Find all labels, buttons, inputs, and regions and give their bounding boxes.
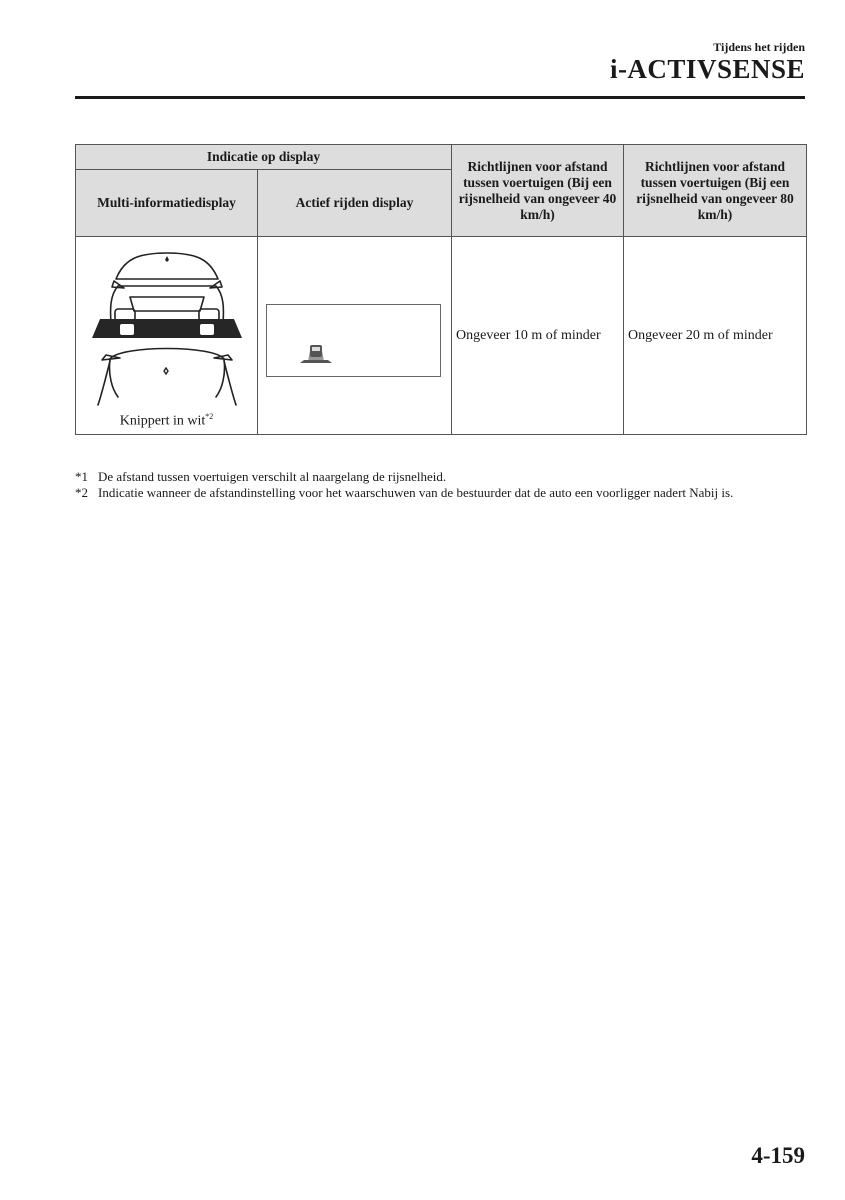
- preceding-car-icon: [111, 253, 224, 329]
- blink-caption-text: Knippert in wit: [119, 414, 206, 429]
- preceding-vehicle-indicator-icon: [300, 343, 332, 363]
- vehicle-distance-illustration: [76, 237, 258, 417]
- footnote-item: [75, 469, 806, 485]
- mid-display-cell: [76, 237, 258, 435]
- header-distance-80: Richtlijnen voor afstand tussen voertuigen (Bij een rijsnelheid van ongeveer 80 km/h): [624, 145, 807, 237]
- road-band: [92, 319, 242, 338]
- header-distance-40: Richtlijnen voor afstand tussen voertuigen (Bij een rijsnelheid van ongeveer 40 km/h): [452, 145, 624, 237]
- active-driving-display-frame: [266, 304, 441, 377]
- display-indication-table: [75, 144, 807, 435]
- page-title: i-ACTIVSENSE: [609, 54, 805, 84]
- header-active-driving-display: Actief rijden display: [258, 170, 452, 237]
- section-label: Tijdens het rijden: [713, 40, 805, 54]
- footnote-marker: *2: [75, 485, 88, 500]
- header-display-indication: Indicatie op display: [76, 145, 452, 170]
- header-multi-information-display: Multi-informatiedisplay: [76, 170, 258, 237]
- active-driving-display-cell: [258, 237, 452, 435]
- footnote-text: De afstand tussen voertuigen verschilt al naargelang de rijsnelheid.: [98, 469, 447, 484]
- distance-40-value: Ongeveer 10 m of minder: [452, 237, 624, 435]
- page-number: 4-159: [751, 1143, 805, 1168]
- footnote-ref-2: *2: [205, 412, 214, 422]
- footnotes: [75, 469, 806, 501]
- footnote-marker: *1: [75, 469, 88, 484]
- own-car-hood-icon: [98, 349, 236, 406]
- title-rule: [75, 96, 805, 99]
- footnote-text: Indicatie wanneer de afstandinstelling voor het waarschuwen van de bestuurder dat de auto een voorligger nadert Nabij is.: [98, 485, 734, 500]
- blink-caption: [76, 409, 257, 430]
- distance-80-value: Ongeveer 20 m of minder: [624, 237, 807, 435]
- footnote-item: [75, 485, 806, 501]
